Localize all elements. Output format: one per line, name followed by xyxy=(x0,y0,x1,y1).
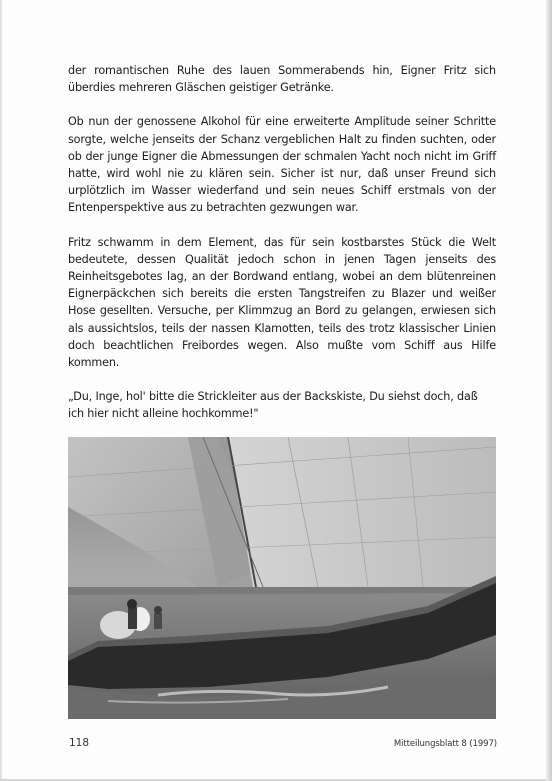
paragraph-4: „Du, Inge, hol' bitte die Strickleiter aus der Backskiste, Du siehst doch, daß ich hier nicht alleine hochkomme!" xyxy=(68,390,478,421)
page-number: 118 xyxy=(69,737,90,749)
paragraph-3: Fritz schwamm in dem Element, das für sein kostbarstes Stück die Welt bedeutete, dessen Qualität jedoch schon in jenen Tagen jenseits des Reinheitsgebotes lag, an der Bordwand entlang, wobei an dem blütenreinen Eignerpäckchen sich bereits die ersten Tangstreifen zu Blazer und weißer Hose gesellten. Versuche, per Klimmzug an Bord zu gelangen, erwiesen sich als aussichtslos, teils der nassen Klamotten, teils des trotz klassischer Linien doch beachtlichen Freibordes wegen. Also mußte vom Schiff aus Hilfe kommen. xyxy=(68,235,496,370)
page-edge-shadow xyxy=(546,0,552,781)
publication-footer: Mitteilungsblatt 8 (1997) xyxy=(393,739,497,749)
paragraph-2: Ob nun der genossene Alkohol für eine erweiterte Amplitude seiner Schritte sorgte, welche jenseits der Schanz vergeblichen Halt zu finden suchten, oder ob der junge Eigner die Abmessungen der schmalen Yacht noch nicht im Griff hatte, wird wohl nie zu klären sein. Sicher ist nur, daß unser Freund sich urplötzlich im Wasser wiederfand und sein neues Schiff erstmals von der Entenperspektive aus zu betrachten gezwungen war. xyxy=(68,115,496,215)
body-text xyxy=(68,62,496,440)
paragraph-1: der romantischen Ruhe des lauen Sommerabends hin, Eigner Fritz sich überdies mehreren Gläschen geistiger Getränke. xyxy=(68,64,496,95)
sailing-yacht-photo xyxy=(68,437,496,719)
